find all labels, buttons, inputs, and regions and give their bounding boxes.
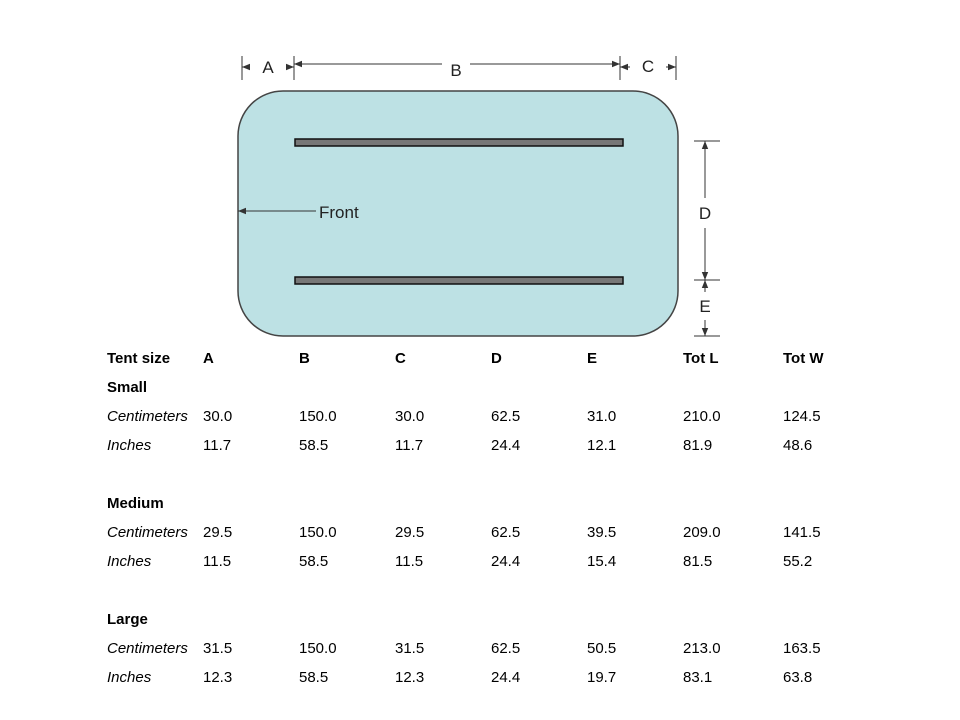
table-cell: 12.3: [395, 669, 425, 686]
table-cell: 30.0: [203, 408, 233, 425]
table-cell: 141.5: [783, 524, 821, 541]
table-cell: 31.0: [587, 408, 617, 425]
table-cell: 29.5: [395, 524, 425, 541]
table-cell: 124.5: [783, 408, 821, 425]
tent-floor-outline: [238, 91, 678, 336]
table-cell: 11.5: [395, 553, 424, 570]
header-tot-w: Tot W: [783, 350, 824, 367]
tent-pole-bottom: [295, 277, 623, 284]
header-tent-size: Tent size: [107, 350, 171, 367]
table-cell: 48.6: [783, 437, 813, 454]
label-e: E: [699, 297, 711, 316]
table-cell: 62.5: [491, 640, 521, 657]
table-cell: 63.8: [783, 669, 813, 686]
label-d: D: [698, 204, 712, 223]
table-cell: 19.7: [587, 669, 617, 686]
table-cell: 11.7: [395, 437, 424, 454]
table-cell: 81.5: [683, 553, 713, 570]
table-cell: 62.5: [491, 408, 521, 425]
tent-pole-top: [295, 139, 623, 146]
table-cell: 11.7: [203, 437, 232, 454]
table-row: [107, 634, 879, 663]
size-name-row: [107, 605, 879, 634]
label-a: A: [262, 58, 274, 77]
size-name: Small: [107, 379, 148, 396]
table-cell: 31.5: [203, 640, 233, 657]
table-cell: 210.0: [683, 408, 721, 425]
table-cell: 150.0: [299, 524, 337, 541]
table-cell: 81.9: [683, 437, 713, 454]
tent-diagram: [0, 0, 960, 345]
table-cell: 209.0: [683, 524, 721, 541]
table-cell: 213.0: [683, 640, 721, 657]
header-c: C: [395, 350, 406, 367]
header-a: A: [203, 350, 214, 367]
table-row: [107, 547, 879, 576]
unit-label: Inches: [107, 669, 152, 686]
size-name: Large: [107, 611, 148, 628]
table-cell: 29.5: [203, 524, 233, 541]
size-name-row: [107, 373, 879, 402]
table-header-row: [107, 344, 879, 373]
label-front: Front: [319, 203, 359, 222]
table-cell: 150.0: [299, 640, 337, 657]
header-e: E: [587, 350, 598, 367]
label-c: C: [641, 57, 655, 76]
unit-label: Centimeters: [107, 640, 188, 657]
table-cell: 12.3: [203, 669, 233, 686]
table-cell: 11.5: [203, 553, 232, 570]
table-cell: 58.5: [299, 669, 329, 686]
table-cell: 39.5: [587, 524, 617, 541]
unit-label: Centimeters: [107, 408, 188, 425]
table-cell: 58.5: [299, 553, 329, 570]
table-cell: 83.1: [683, 669, 713, 686]
table-cell: 31.5: [395, 640, 425, 657]
table-cell: 150.0: [299, 408, 337, 425]
size-name-row: [107, 489, 879, 518]
unit-label: Inches: [107, 553, 152, 570]
table-spacer-row: [107, 576, 879, 605]
tent-size-table: [107, 344, 879, 692]
unit-label: Inches: [107, 437, 152, 454]
table-cell: 50.5: [587, 640, 617, 657]
table-cell: 30.0: [395, 408, 425, 425]
table-cell: 12.1: [587, 437, 617, 454]
header-tot-l: Tot L: [683, 350, 719, 367]
table-row: [107, 431, 879, 460]
table-spacer-row: [107, 460, 879, 489]
table-cell: 58.5: [299, 437, 329, 454]
table-cell: 163.5: [783, 640, 821, 657]
table-cell: 24.4: [491, 669, 521, 686]
table-cell: 24.4: [491, 437, 521, 454]
table-cell: 15.4: [587, 553, 617, 570]
table-cell: 55.2: [783, 553, 813, 570]
table-row: [107, 663, 879, 692]
table-row: [107, 402, 879, 431]
unit-label: Centimeters: [107, 524, 188, 541]
size-name: Medium: [107, 495, 164, 512]
table-row: [107, 518, 879, 547]
table-cell: 62.5: [491, 524, 521, 541]
table-cell: 24.4: [491, 553, 521, 570]
label-b: B: [450, 61, 462, 80]
header-b: B: [299, 350, 310, 367]
header-d: D: [491, 350, 502, 367]
